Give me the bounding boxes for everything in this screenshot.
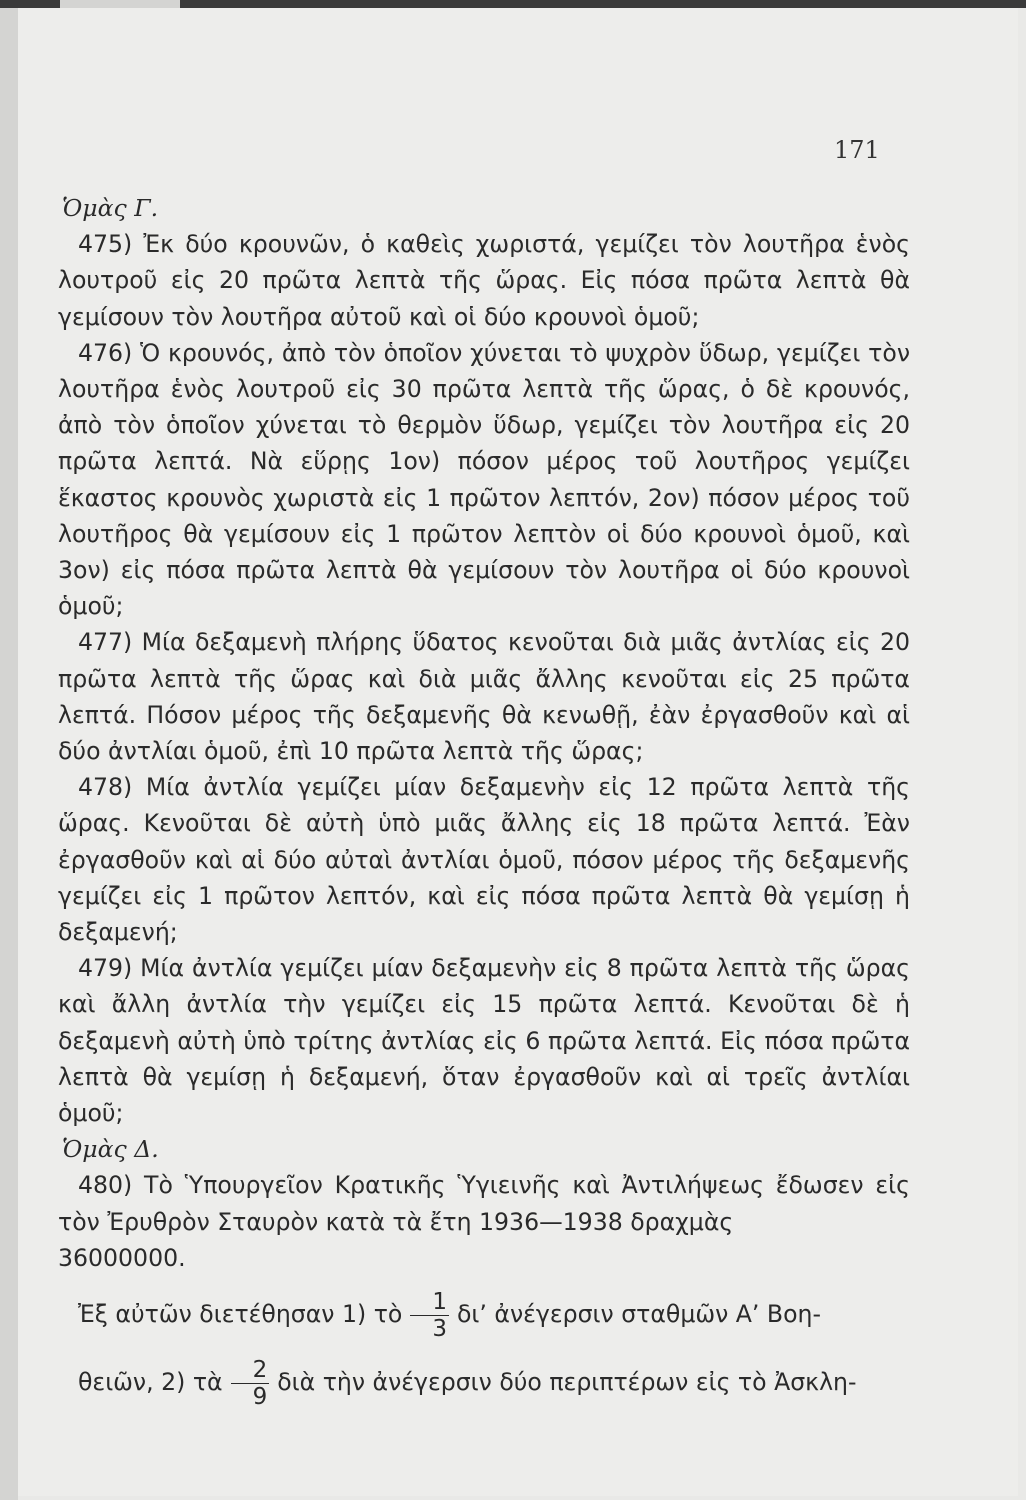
problem-475: 475) Ἐκ δύο κρουνῶν, ὁ καθεὶς χωριστά, γεμίζει τὸν λουτῆρα ἑνὸς λουτροῦ εἰς 20 πρῶτα λεπτὰ τῆς ὥρας. Εἰς πόσα πρῶτα λεπτὰ θὰ γεμίσουν τὸν λουτῆρα αὐτοῦ καὶ οἱ δύο κρουνοὶ ὁμοῦ; <box>58 230 910 331</box>
fraction-line-1-before: Ἐξ αὐτῶν διετέθησαν 1) τὸ <box>78 1300 403 1329</box>
problem-477: 477) Μία δεξαμενὴ πλήρης ὕδατος κενοῦται διὰ μιᾶς ἀντλίας εἰς 20 πρῶτα λεπτὰ τῆς ὥρας καὶ διὰ μιᾶς ἄλλης κενοῦται εἰς 25 πρῶτα λεπτά. Πόσον μέρος τῆς δεξαμενῆς θὰ κενωθῇ, ἐὰν ἐργασθοῦν καὶ αἱ δύο ἀντλίαι ὁμοῦ, ἐπὶ 10 πρῶτα λεπτὰ τῆς ὥρας; <box>58 628 910 766</box>
page-top-edge <box>0 0 1026 8</box>
fraction-numerator: 1 <box>410 1289 449 1316</box>
group-heading-g: Ὁμὰς Γ. <box>62 194 159 222</box>
fraction-line-2-after: διὰ τὴν ἀνέγερσιν δύο περιπτέρων εἰς τὸ Ἀσκλη- <box>277 1368 857 1397</box>
problem-476: 476) Ὁ κρουνός, ἀπὸ τὸν ὁποῖον χύνεται τὸ ψυχρὸν ὕδωρ, γεμίζει τὸν λουτῆρα ἑνὸς λουτροῦ εἰς 30 πρῶτα λεπτὰ τῆς ὥρας, ὁ δὲ κρουνός, ἀπὸ τὸν ὁποῖον χύνεται τὸ θερμὸν ὕδωρ, γεμίζει τὸν λουτῆρα εἰς 20 πρῶτα λεπτά. Νὰ εὕρῃς 1ον) πόσον μέρος τοῦ λουτῆρος γεμίζει ἕκαστος κρουνὸς χωριστὰ εἰς 1 πρῶτον λεπτόν, 2ον) πόσον μέρος τοῦ λουτῆρος θὰ γεμίσουν εἰς 1 πρῶτον λεπτὸν οἱ δύο κρουνοὶ ὁμοῦ, καὶ 3ον) εἰς πόσα πρῶτα λεπτὰ θὰ γεμίσουν τὸν λουτῆρα οἱ δύο κρουνοὶ ὁμοῦ; <box>58 338 910 621</box>
fraction-one-third <box>410 1289 449 1342</box>
page-left-edge <box>0 0 18 1500</box>
fraction-line-2-before: θειῶν, 2) τὰ <box>78 1368 223 1397</box>
fraction-numerator: 2 <box>231 1357 270 1384</box>
problem-478: 478) Μία ἀντλία γεμίζει μίαν δεξαμενὴν εἰς 12 πρῶτα λεπτὰ τῆς ὥρας. Κενοῦται δὲ αὐτὴ ὑπὸ μιᾶς ἄλλης εἰς 18 πρῶτα λεπτά. Ἐὰν ἐργασθοῦν καὶ αἱ δύο αὐταὶ ἀντλίαι ὁμοῦ, πόσον μέρος τῆς δεξαμενῆς γεμίζει εἰς 1 πρῶτον λεπτόν, καὶ εἰς πόσα πρῶτα λεπτὰ θὰ γεμίσῃ ἡ δεξαμενή; <box>58 773 910 947</box>
fraction-denominator: 3 <box>432 1316 447 1343</box>
fraction-two-ninths <box>231 1357 270 1410</box>
fraction-line-2 <box>58 1352 910 1412</box>
page-body <box>58 190 910 1412</box>
problem-479: 479) Μία ἀντλία γεμίζει μίαν δεξαμενὴν εἰς 8 πρῶτα λεπτὰ τῆς ὥρας καὶ ἄλλη ἀντλία τὴν γεμίζει εἰς 15 πρῶτα λεπτά. Κενοῦται δὲ ἡ δεξαμενὴ αὐτὴ ὑπὸ τρίτης ἀντλίας εἰς 6 πρῶτα λεπτά. Εἰς πόσα πρῶτα λεπτὰ θὰ γεμίσῃ ἡ δεξαμενή, ὅταν ἐργασθοῦν καὶ αἱ τρεῖς ἀντλίαι ὁμοῦ; <box>58 954 910 1128</box>
fraction-line-1 <box>58 1284 910 1344</box>
page-number: 171 <box>834 136 880 164</box>
fraction-line-1-after: δι’ ἀνέγερσιν σταθμῶν Α’ Βοη- <box>456 1300 822 1329</box>
fraction-denominator: 9 <box>252 1384 268 1411</box>
problem-480-amount: 36000000. <box>58 1243 186 1272</box>
problem-480: 480) Τὸ Ὑπουργεῖον Κρατικῆς Ὑγιεινῆς καὶ Ἀντιλήψεως ἔδωσεν εἰς τὸν Ἐρυθρὸν Σταυρὸν κατὰ τὰ ἔτη 1936—1938 δραχμὰς <box>58 1171 910 1236</box>
group-heading-d: Ὁμὰς Δ. <box>62 1135 159 1164</box>
